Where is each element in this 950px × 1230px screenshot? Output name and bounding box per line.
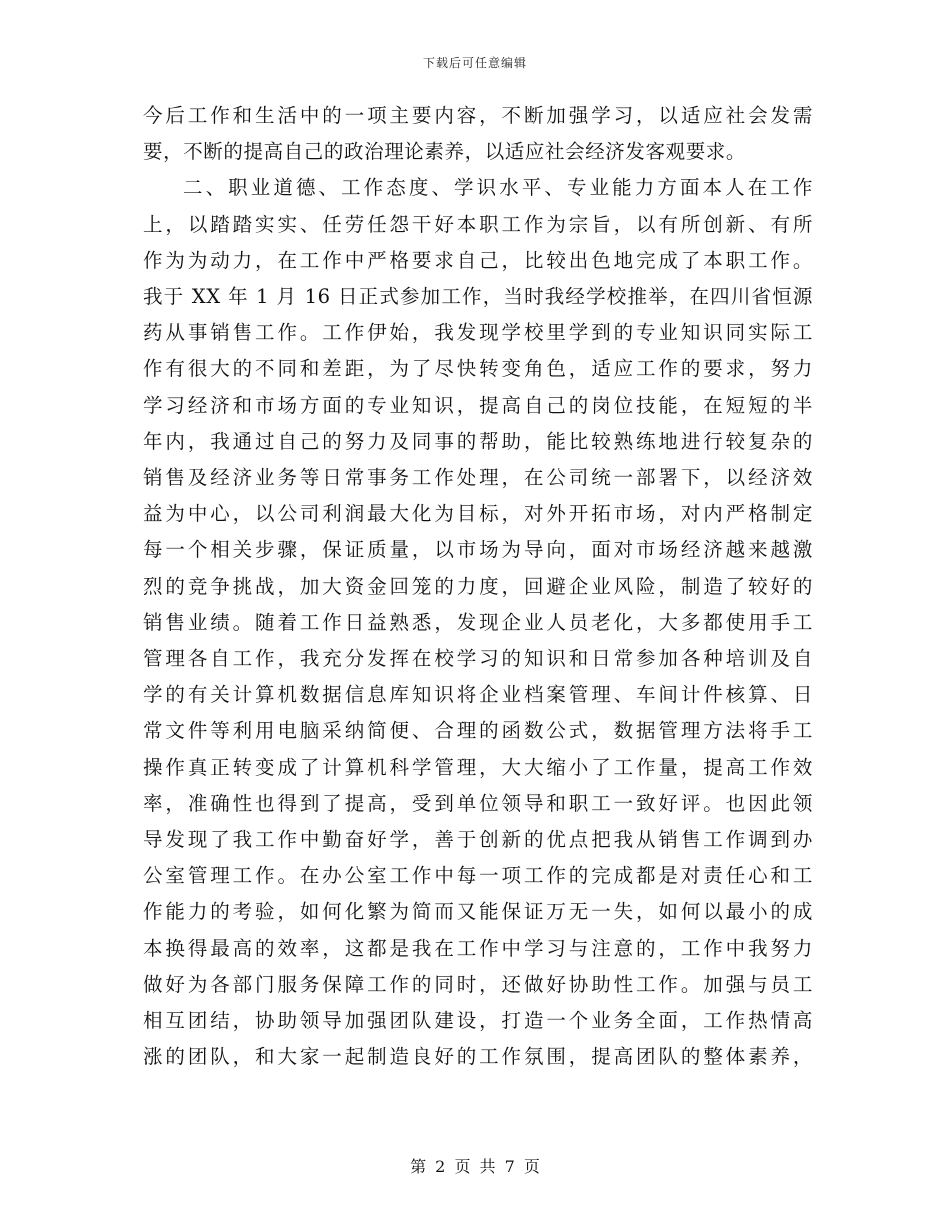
body-line: 常文件等利用电脑采纳简便、合理的函数公式，数据管理方法将手工	[143, 719, 813, 743]
body-line: 上，以踏踏实实、任劳任怨干好本职工作为宗旨，以有所创新、有所	[143, 212, 813, 236]
body-line: 率，准确性也得到了提高，受到单位领导和职工一致好评。也因此领	[143, 791, 813, 815]
body-line: 烈的竞争挑战，加大资金回笼的力度，回避企业风险，制造了较好的	[143, 574, 813, 598]
body-line: 年内，我通过自己的努力及同事的帮助，能比较熟练地进行较复杂的	[143, 429, 813, 453]
page-header-note: 下载后可任意编辑	[422, 56, 527, 70]
body-line: 作能力的考验，如何化繁为简而又能保证万无一失，如何以最小的成	[143, 900, 813, 924]
body-line: 作为为动力，在工作中严格要求自己，比较出色地完成了本职工作。	[143, 248, 813, 272]
body-line: 做好为各部门服务保障工作的同时，还做好协助性工作。加强与员工	[143, 972, 813, 996]
body-line: 销售及经济业务等日常事务工作处理，在公司统一部署下，以经济效	[143, 466, 813, 490]
body-line: 每一个相关步骤，保证质量，以市场为导向，面对市场经济越来越激	[143, 538, 813, 562]
body-line: 公室管理工作。在办公室工作中每一项工作的完成都是对责任心和工	[143, 864, 813, 888]
body-line: 本换得最高的效率，这都是我在工作中学习与注意的，工作中我努力	[143, 936, 813, 960]
page-number: 第 2 页 共 7 页	[410, 1157, 540, 1176]
body-line: 学习经济和市场方面的专业知识，提高自己的岗位技能，在短短的半	[143, 393, 813, 417]
body-line: 今后工作和生活中的一项主要内容，不断加强学习，以适应社会发需	[143, 104, 813, 127]
body-line: 销售业绩。随着工作日益熟悉，发现企业人员老化，大多都使用手工	[143, 610, 813, 634]
body-line: 学的有关计算机数据信息库知识将企业档案管理、车间计件核算、日	[143, 683, 813, 707]
body-line: 导发现了我工作中勤奋好学，善于创新的优点把我从销售工作调到办	[143, 828, 813, 852]
document-body	[143, 98, 813, 1075]
body-line: 药从事销售工作。工作伊始，我发现学校里学到的专业知识同实际工	[143, 321, 813, 345]
body-line: 益为中心，以公司利润最大化为目标，对外开拓市场，对内严格制定	[143, 502, 813, 526]
body-line: 涨的团队，和大家一起制造良好的工作氛围，提高团队的整体素养，	[143, 1045, 813, 1069]
body-line: 作有很大的不同和差距，为了尽快转变角色，适应工作的要求，努力	[143, 357, 813, 381]
body-line: 二、职业道德、工作态度、学识水平、专业能力方面本人在工作	[183, 176, 813, 200]
body-line: 操作真正转变成了计算机科学管理，大大缩小了工作量，提高工作效	[143, 755, 813, 779]
body-line: 管理各自工作，我充分发挥在校学习的知识和日常参加各种培训及自	[143, 647, 813, 671]
body-line: 我于 XX 年 1 月 16 日正式参加工作，当时我经学校推举，在四川省恒源	[143, 285, 813, 309]
body-line: 相互团结，协助领导加强团队建设，打造一个业务全面，工作热情高	[143, 1009, 813, 1033]
body-line: 要，不断的提高自己的政治理论素养，以适应社会经济发客观要求。	[143, 140, 747, 164]
